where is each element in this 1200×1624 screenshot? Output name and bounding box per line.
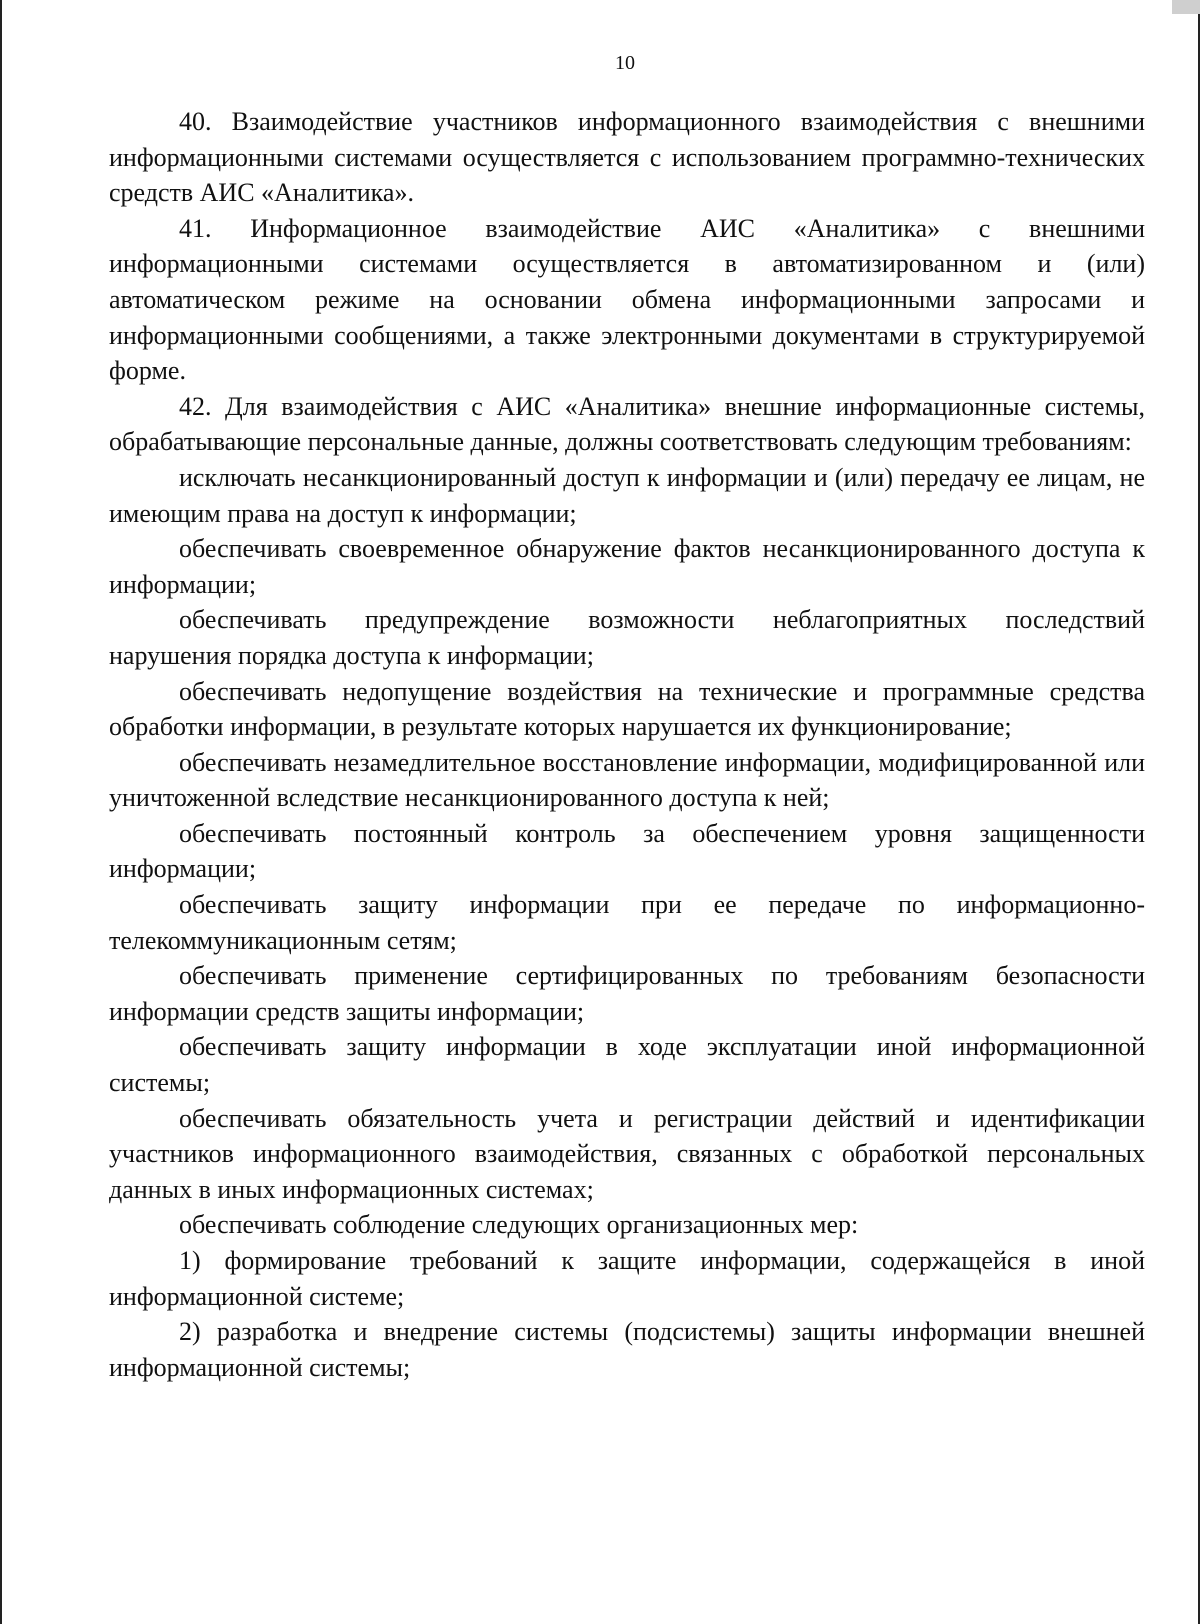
paragraph-41: 41. Информационное взаимодействие АИС «Аналитика» с внешними информационными системами осуществляется в автоматизированном и (или) автоматическом режиме на основании обмена информационными запросами и информационными сообщениями, а также электронными документами в структурируемой форме. bbox=[109, 213, 1145, 386]
organizational-measure-1: 1) формирование требований к защите информации, содержащейся в иной информационной системе; bbox=[109, 1246, 1145, 1311]
scan-left-edge bbox=[0, 0, 2, 1624]
requirement-item: обеспечивать своевременное обнаружение фактов несанкционированного доступа к информации; bbox=[109, 534, 1145, 599]
page-number: 10 bbox=[615, 52, 635, 74]
paragraph-42: 42. Для взаимодействия с АИС «Аналитика» внешние информационные системы, обрабатывающие персональные данные, должны соответствовать следующим требованиям: bbox=[109, 391, 1145, 457]
requirement-item: обеспечивать применение сертифицированных по требованиям безопасности информации средств защиты информации; bbox=[109, 961, 1145, 1026]
requirement-item: обеспечивать обязательность учета и регистрации действий и идентификации участников информационного взаимодействия, связанных с обработкой персональных данных в иных информационных системах; bbox=[109, 1103, 1145, 1204]
requirement-item: обеспечивать постоянный контроль за обеспечением уровня защищенности информации; bbox=[109, 818, 1145, 884]
requirement-item: обеспечивать недопущение воздействия на технические и программные средства обработки информации, в результате которых нарушается их функционирование; bbox=[109, 676, 1145, 742]
requirement-item: обеспечивать соблюдение следующих организационных мер: bbox=[179, 1210, 859, 1240]
document-body bbox=[109, 104, 1145, 1385]
requirement-item: обеспечивать незамедлительное восстановление информации, модифицированной или уничтоженной вследствие несанкционированного доступа к ней; bbox=[109, 747, 1145, 813]
paragraph-40: 40. Взаимодействие участников информационного взаимодействия с внешними информационными системами осуществляется с использованием программно-технических средств АИС «Аналитика». bbox=[109, 107, 1145, 208]
requirement-item: обеспечивать предупреждение возможности неблагоприятных последствий нарушения порядка доступа к информации; bbox=[109, 605, 1145, 670]
requirement-item: исключать несанкционированный доступ к информации и (или) передачу ее лицам, не имеющим права на доступ к информации; bbox=[109, 462, 1145, 528]
organizational-measure-2: 2) разработка и внедрение системы (подсистемы) защиты информации внешней информационной системы; bbox=[109, 1317, 1145, 1382]
requirement-item: обеспечивать защиту информации в ходе эксплуатации иной информационной системы; bbox=[109, 1032, 1145, 1098]
scan-corner-mark bbox=[1172, 0, 1200, 14]
requirement-item: обеспечивать защиту информации при ее передаче по информационно-телекоммуникационным сетям; bbox=[109, 890, 1145, 955]
